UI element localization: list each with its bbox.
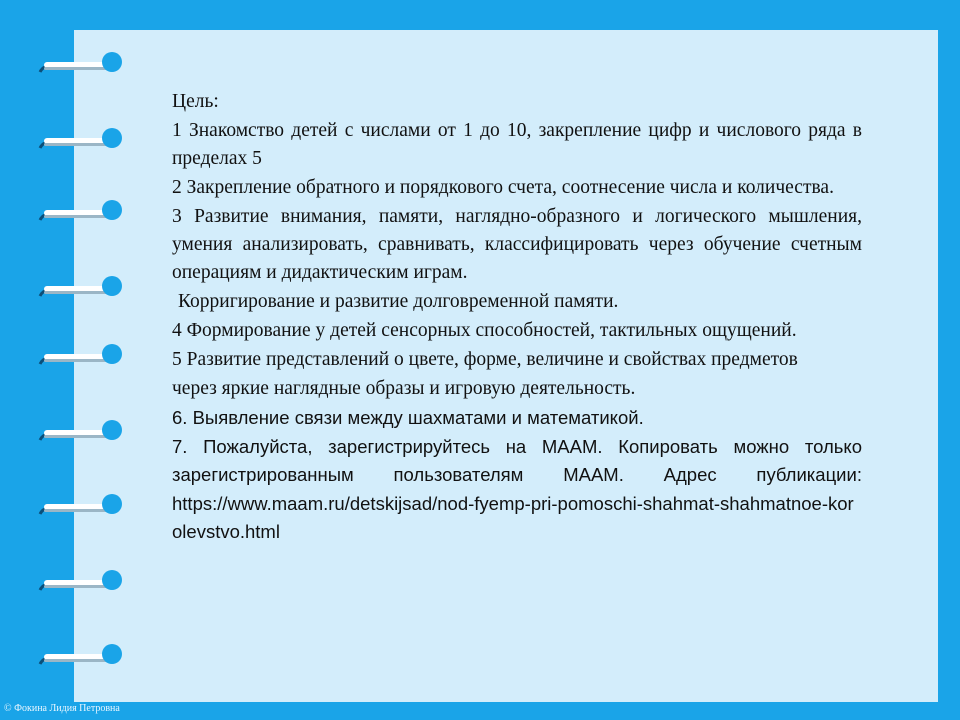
goal-item-register-notice: 7. Пожалуйста, зарегистрируйтесь на МААМ. Копировать можно только зарегистрированным пользователям МААМ. Адрес публикации: <box>172 436 862 485</box>
spiral-ring-icon <box>40 200 122 220</box>
goal-item: 2 Закрепление обратного и порядкового счета, соотнесение числа и количества. <box>172 177 834 198</box>
spiral-ring-icon <box>40 128 122 148</box>
goals-heading: Цель: <box>172 91 219 112</box>
spiral-ring-icon <box>40 570 122 590</box>
spiral-ring-icon <box>40 420 122 440</box>
goals-text-block <box>172 88 862 547</box>
goal-item: 6. Выявление связи между шахматами и математикой. <box>172 407 644 428</box>
spiral-ring-icon <box>40 644 122 664</box>
goal-item: Корригирование и развитие долговременной памяти. <box>178 291 619 312</box>
goal-item: 5 Развитие представлений о цвете, форме, величине и свойствах предметов <box>172 349 798 370</box>
spiral-ring-icon <box>40 52 122 72</box>
goal-item: 1 Знакомство детей с числами от 1 до 10, закрепление цифр и числового ряда в пределах 5 <box>172 120 862 169</box>
spiral-ring-icon <box>40 344 122 364</box>
spiral-ring-icon <box>40 494 122 514</box>
copyright-footer: © Фокина Лидия Петровна <box>4 703 120 714</box>
publication-link[interactable]: https://www.maam.ru/detskijsad/nod-fyemp-pri-pomoschi-shahmat-shahmatnoe-korolevstvo.html <box>172 493 854 542</box>
goal-item: через яркие наглядные образы и игровую деятельность. <box>172 378 636 399</box>
goal-item: 4 Формирование у детей сенсорных способностей, тактильных ощущений. <box>172 320 797 341</box>
spiral-binding <box>0 0 140 720</box>
spiral-ring-icon <box>40 276 122 296</box>
goal-item: 3 Развитие внимания, памяти, наглядно-образного и логического мышления, умения анализировать, сравнивать, классифицировать через обучение счетным операциям и дидактическим играм. <box>172 206 862 283</box>
